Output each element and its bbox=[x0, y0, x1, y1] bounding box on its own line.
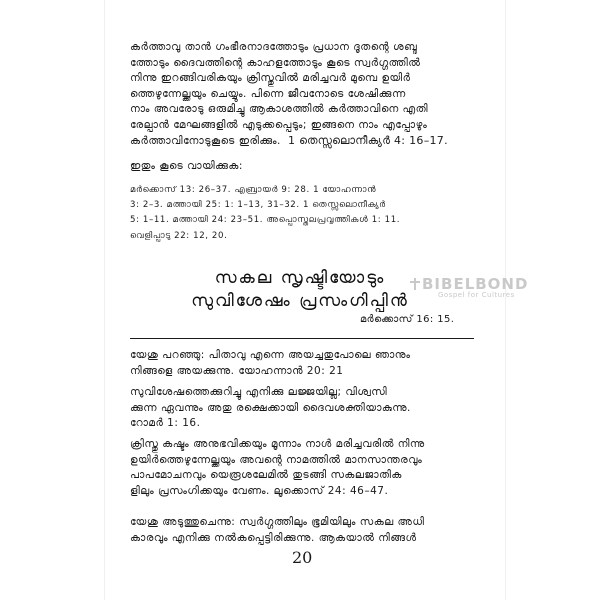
cross-references: മർക്കൊസ് 13: 26–37. എബ്രായർ 9: 28. 1 യോഹന്നാൻ 3: 2–3. മത്തായി 25: 1: 1–13, 31–32. 1 തെസ്സലൊനീക്യർ 5: 1–11. മത്തായി 24: 23–51. അപ്പൊസ്തലപ്രവൃത്തികൾ 1: 11. വെളിപ്പാടു 22: 12, 20. bbox=[130, 185, 401, 241]
scripture-paragraph-6: യേശു അടുത്തുചെന്നു: സ്വർഗ്ഗത്തിലും ഭൂമിയിലും സകല അധി കാരവും എനിക്കു നൽകപ്പെട്ടിരിക്കുന്നു. ആകയാൽ നിങ്ങൾ bbox=[130, 516, 425, 544]
watermark-tagline: Gospel for Cultures bbox=[438, 291, 515, 299]
watermark-logo bbox=[410, 275, 528, 299]
scripture-paragraph-1: കർത്താവു താൻ ഗംഭീരനാദത്തോടും പ്രധാന ദൂതന്റെ ശബ്ദ ത്തോടും ദൈവത്തിന്റെ കാഹളത്തോടും കൂടെ സ്വർഗ്ഗത്തിൽ നിന്നു ഇറങ്ങിവരികയും ക്രിസ്തുവിൽ മരിച്ചവർ മുമ്പെ ഉയിർ ത്തെഴുന്നേല്ക്കയും ചെയ്യും. പിന്നെ ജീവനോടെ ശേഷിക്കുന്ന നാം അവരോടു ഒരുമിച്ചു ആകാശത്തിൽ കർത്താവിനെ എതി രേല്പാൻ മേഘങ്ങളിൽ എടുക്കപ്പെടും; ഇങ്ങനെ നാം എപ്പോഴും കർത്താവിനോടുകൂടെ ഇരിക്കും. bbox=[130, 41, 429, 147]
scripture-paragraph-4: സുവിശേഷത്തെക്കുറിച്ചു എനിക്കു ലജ്ജയില്ല; വിശ്വസി ക്കുന്ന ഏവന്നും അതു രക്ഷെക്കായി ദൈവശക്തിയാകുന്നു. റോമർ 1: 16. bbox=[130, 386, 411, 430]
title-reference: മർക്കൊസ് 16: 15. bbox=[360, 314, 455, 325]
also-read-heading: ഇതും കൂടെ വായിക്കുക: bbox=[130, 160, 243, 172]
scripture-reference-1: 1 തെസ്സലൊനീക്യർ 4: 16–17. bbox=[288, 134, 448, 147]
section-title-line-2: സുവിശേഷം പ്രസംഗിപ്പിൻ bbox=[191, 291, 409, 311]
cross-icon bbox=[410, 278, 420, 290]
section-divider bbox=[130, 338, 474, 339]
watermark-brand: BIBELBOND bbox=[422, 275, 529, 293]
scripture-paragraph-3: യേശു പറഞ്ഞു: പിതാവു എന്നെ അയച്ചതുപോലെ ഞാനും നിങ്ങളെ അയക്കുന്നു. യോഹന്നാൻ 20: 21 bbox=[130, 349, 411, 377]
section-title-line-1: സകല സൃഷ്ടിയോടും bbox=[214, 268, 386, 288]
scripture-paragraph-5: ക്രിസ്തു കഷ്ടം അനുഭവിക്കയും മൂന്നാം നാൾ മരിച്ചവരിൽ നിന്നു ഉയിർത്തെഴുന്നേല്ക്കയും അവന്റെ നാമത്തിൽ മാനസാന്തരവും പാപമോചനവും യെരൂശലേമിൽ തുടങ്ങി സകലജാതിക ളിലും പ്രസംഗിക്കയും വേണം. ലൂക്കൊസ് 24: 46–47. bbox=[130, 438, 425, 497]
page-number: 20 bbox=[292, 548, 313, 567]
